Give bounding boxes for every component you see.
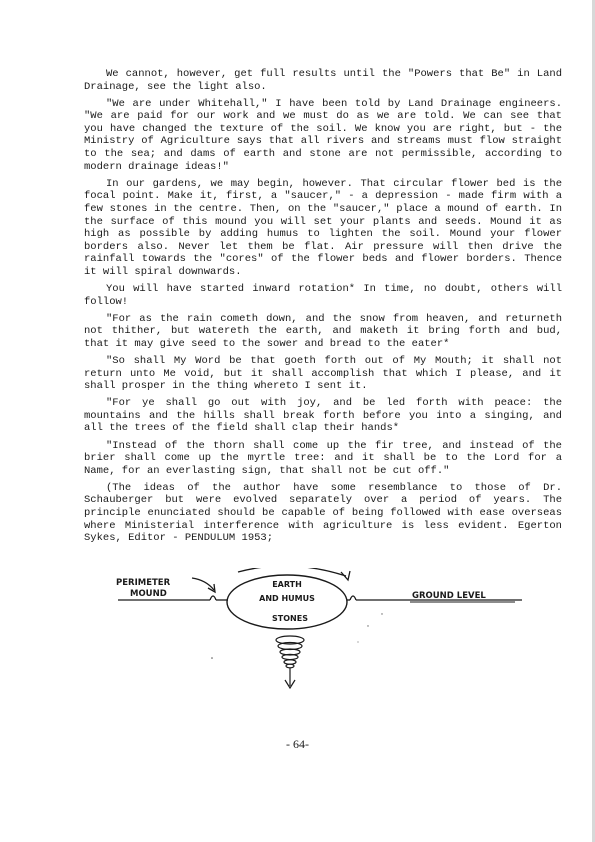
ground-level-label: GROUND LEVEL xyxy=(412,591,486,601)
page-number: - 64- xyxy=(286,737,309,751)
stones-label: STONES xyxy=(272,614,308,623)
paragraph-5: "For as the rain cometh down, and the snow from heaven, and returneth not thither, but watereth the earth, and maketh it bring forth and bud, that it may give seed to the sower and bread to the eater* xyxy=(84,312,562,350)
paragraph-8: "Instead of the thorn shall come up the fir tree, and instead of the brier shall come up the myrtle tree: and it shall be to the Lord for a Name, for an everlasting sign, that shall not be cut off." xyxy=(84,439,562,477)
paragraph-7: "For ye shall go out with joy, and be led forth with peace: the mountains and the hills shall break forth before you into a singing, and all the trees of the field shall clap their hands* xyxy=(84,397,562,435)
earth-label-line2: AND HUMUS xyxy=(259,594,315,603)
paragraph-9: (The ideas of the author have some resemblance to those of Dr. Schauberger but were evolved separately over a period of years. The principle enunciated should be capable of being followed with ease overseas where Ministerial interference with agriculture is less evident. Egerton Sykes, Editor - PENDULUM 1953; xyxy=(84,481,562,545)
perimeter-mound-left xyxy=(210,596,216,600)
flower-bed-diagram xyxy=(110,568,530,698)
speck xyxy=(211,657,213,659)
perimeter-mound-right xyxy=(350,596,356,600)
speck xyxy=(381,613,382,614)
paragraph-1: We cannot, however, get full results until the "Powers that Be" in Land Drainage, see the light also. xyxy=(84,68,562,93)
spiral-vortex xyxy=(276,636,304,688)
paragraph-2: "We are under Whitehall," I have been told by Land Drainage engineers. "We are paid for our work and we must do as we are told. We can see that you have changed the texture of the soil. We know you are right, but - the Ministry of Agriculture says that all rivers and streams must flow straight to the sea; and dams of earth and stone are not permissible, according to modern drainage ideas!" xyxy=(84,97,562,173)
paragraph-4: You will have started inward rotation* In time, no doubt, others will follow! xyxy=(84,283,562,308)
perimeter-label-line2: MOUND xyxy=(130,589,167,599)
earth-label-line1: EARTH xyxy=(272,580,302,589)
perimeter-label-line1: PERIMETER xyxy=(116,578,171,588)
paragraph-3: In our gardens, we may begin, however. That circular flower bed is the focal point. Make it, first, a "saucer," - a depression - made firm with a few stones in the centre. Then, on the "saucer," place a mound of earth. In the surface of this mound you will set your plants and seeds. Mound it as high as possible by adding humus to lighten the soil. Mound your flower borders also. Never let them be flat. Air pressure will then drive the rainfall towards the "cores" of the flower beds and flower borders. Thence it will spiral downwards. xyxy=(84,177,562,278)
perimeter-pointer-arrow xyxy=(192,578,214,590)
paragraph-6: "So shall My Word be that goeth forth out of My Mouth; it shall not return unto Me void, but it shall accomplish that which I please, and it shall prosper in the thing whereto I sent it. xyxy=(84,354,562,393)
speck xyxy=(357,641,358,642)
speck xyxy=(367,625,368,626)
body-text xyxy=(84,68,562,549)
